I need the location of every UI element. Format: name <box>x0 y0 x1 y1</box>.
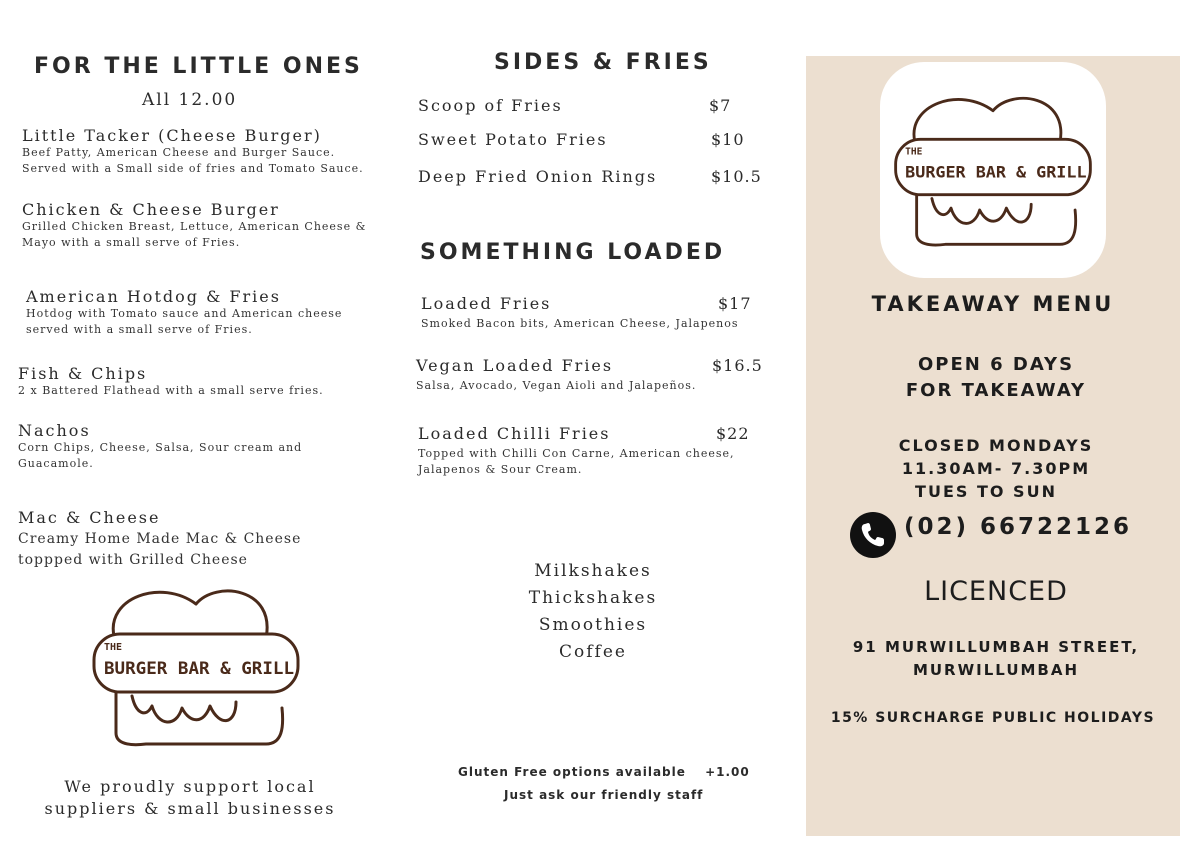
list-item <box>26 287 342 338</box>
item-name: Mac & Cheese <box>18 508 161 527</box>
licenced-label: LICENCED <box>924 576 1068 607</box>
support-text: We proudly support local suppliers & small businesses <box>44 777 336 818</box>
drink-item: Coffee <box>559 642 627 662</box>
item-desc: Grilled Chicken Breast, Lettuce, American Cheese & Mayo with a small serve of Fries. <box>22 220 367 249</box>
side-item-name: Deep Fried Onion Rings <box>418 167 658 186</box>
closed-mondays: CLOSED MONDAYS <box>898 436 1094 455</box>
sides-title: SIDES & FRIES <box>494 50 712 75</box>
open-days: OPEN 6 DAYS <box>917 354 1075 375</box>
item-name: Chicken & Cheese Burger <box>22 200 280 219</box>
phone-icon[interactable] <box>850 512 896 558</box>
loaded-item-name: Loaded Fries <box>421 294 552 313</box>
address-town: MURWILLUMBAH <box>912 661 1080 679</box>
phone-number[interactable]: (02) 66722126 <box>904 514 1133 540</box>
little-ones-subtitle: All 12.00 <box>142 90 238 110</box>
side-item-price: $10 <box>711 130 745 149</box>
opening-days: TUES TO SUN <box>915 482 1057 501</box>
list-item <box>22 126 364 177</box>
loaded-item-name: Vegan Loaded Fries <box>416 356 614 375</box>
menu-title: TAKEAWAY MENU <box>871 292 1115 316</box>
list-item <box>18 364 324 399</box>
item-name: Little Tacker (Cheese Burger) <box>22 126 322 145</box>
list-item <box>18 508 301 571</box>
burger-logo-icon <box>888 80 1098 256</box>
drink-item: Milkshakes <box>534 561 652 581</box>
loaded-item-price: $16.5 <box>712 356 763 375</box>
item-desc: Beef Patty, American Cheese and Burger Sauce. Served with a Small side of fries and Tomato Sauce. <box>22 146 364 175</box>
item-name: Fish & Chips <box>18 364 148 383</box>
loaded-item-name: Loaded Chilli Fries <box>418 424 611 443</box>
list-item <box>18 421 302 472</box>
opening-hours: 11.30AM- 7.30PM <box>901 459 1091 478</box>
loaded-item-price: $17 <box>718 294 752 313</box>
gluten-free-note <box>458 765 750 779</box>
drinks-list <box>480 558 706 666</box>
surcharge-note: 15% SURCHARGE PUBLIC HOLIDAYS <box>830 710 1156 726</box>
side-item-name: Scoop of Fries <box>418 96 563 115</box>
item-desc: Corn Chips, Cheese, Salsa, Sour cream and Guacamole. <box>18 441 303 470</box>
logo-name: BURGER BAR & GRILL <box>104 659 294 679</box>
gluten-free-price: +1.00 <box>705 765 750 779</box>
list-item <box>22 200 366 251</box>
loaded-item-desc: Salsa, Avocado, Vegan Aioli and Jalapeños. <box>416 379 697 392</box>
loaded-title: SOMETHING LOADED <box>420 240 726 265</box>
item-desc: Hotdog with Tomato sauce and American cheese served with a small serve of Fries. <box>26 307 343 336</box>
info-panel <box>806 56 1180 836</box>
item-name: Nachos <box>18 421 91 440</box>
side-item-price: $7 <box>709 96 732 115</box>
loaded-item-desc: Smoked Bacon bits, American Cheese, Jalapenos <box>421 317 739 330</box>
loaded-item-price: $22 <box>716 424 750 443</box>
gluten-free-text: Gluten Free options available <box>458 765 686 779</box>
item-desc: 2 x Battered Flathead with a small serve fries. <box>18 384 324 397</box>
side-item-name: Sweet Potato Fries <box>418 130 608 149</box>
drink-item: Thickshakes <box>528 588 658 608</box>
burger-logo-icon <box>86 578 306 750</box>
gluten-free-staff: Just ask our friendly staff <box>504 788 704 802</box>
item-desc: Creamy Home Made Mac & Cheese toppped with Grilled Cheese <box>18 531 302 568</box>
logo-the: THE <box>905 146 923 158</box>
logo-name: BURGER BAR & GRILL <box>905 162 1087 182</box>
loaded-item-desc: Topped with Chilli Con Carne, American cheese, Jalapenos & Sour Cream. <box>418 447 735 476</box>
address-street: 91 MURWILLUMBAH STREET, <box>852 638 1140 656</box>
item-name: American Hotdog & Fries <box>26 287 281 306</box>
drink-item: Smoothies <box>538 615 648 635</box>
logo-the: THE <box>104 642 123 653</box>
logo-card <box>880 62 1106 278</box>
side-item-price: $10.5 <box>711 167 762 186</box>
open-takeaway: FOR TAKEAWAY <box>905 380 1087 401</box>
little-ones-title: FOR THE LITTLE ONES <box>34 54 363 79</box>
